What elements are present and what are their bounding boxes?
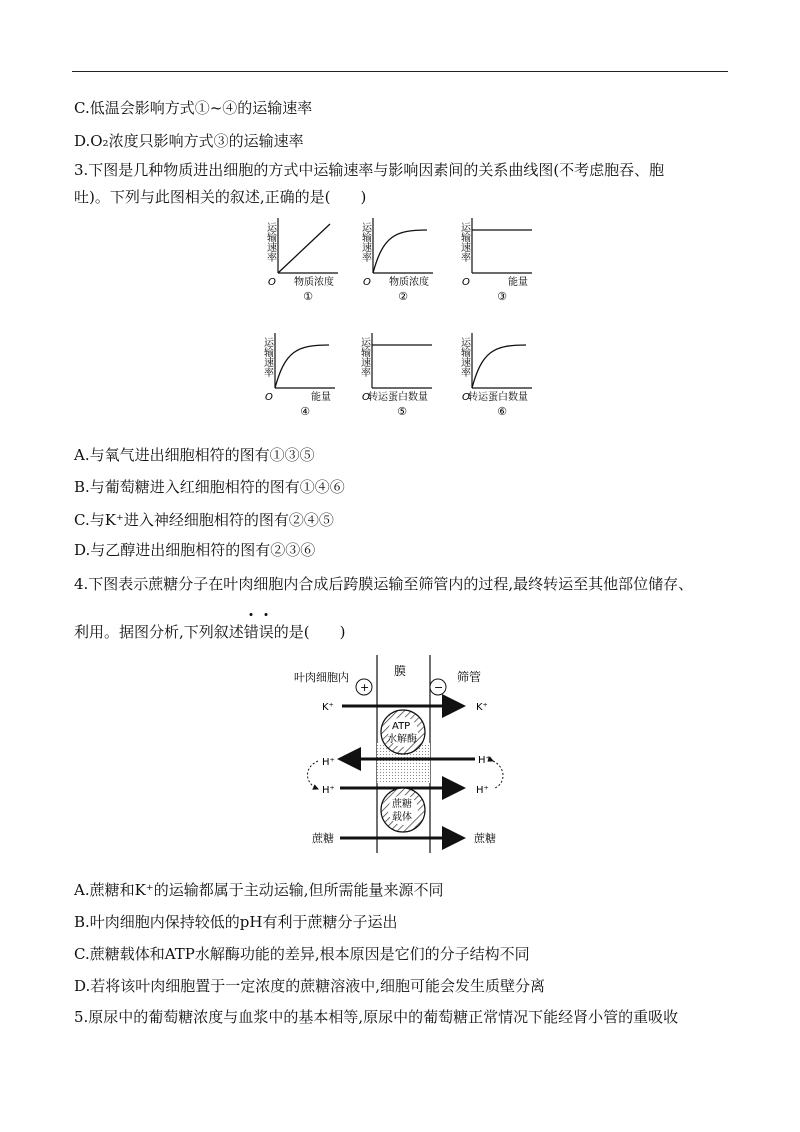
svg-text:−: − — [434, 681, 444, 694]
membrane-label: 膜 — [394, 664, 407, 678]
origin-label: O — [462, 277, 470, 288]
curved-arrow-left — [308, 761, 319, 789]
option-d-prev: D.O₂浓度只影响方式③的运输速率 — [74, 132, 304, 150]
q4-stem-line2: 利用。据图分析,下列叙述 错误的是( ) — [74, 622, 346, 642]
graph-number: ① — [303, 290, 313, 303]
emphasis-error: 错误 — [244, 622, 274, 642]
y-axis-label: 运输速率 — [358, 337, 370, 377]
svg-text:载体: 载体 — [392, 812, 412, 823]
x-axis-label: 转运蛋白数量 — [468, 392, 528, 403]
origin-label: O — [265, 392, 273, 403]
y-axis-label: 运输速率 — [264, 222, 276, 262]
option-c-prev: C.低温会影响方式①~④的运输速率 — [74, 99, 313, 117]
svg-text:水解酶: 水解酶 — [387, 734, 417, 745]
k-ion-right: K⁺ — [476, 702, 488, 713]
curve-saturating — [275, 345, 329, 388]
q3-option-a: A.与氧气进出细胞相符的图有①③⑤ — [74, 446, 315, 464]
q5-stem-line1: 5.原尿中的葡萄糖浓度与血浆中的基本相等,原尿中的葡萄糖正常情况下能经肾小管的重吸收 — [74, 1008, 679, 1026]
h-ion-right-top: H⁺ — [478, 755, 491, 766]
graph-4 — [262, 333, 336, 418]
q4-stem-line1: 4.下图表示蔗糖分子在叶肉细胞内合成后跨膜运输至筛管内的过程,最终转运至其他部位储存、 — [74, 575, 694, 593]
curve-saturating — [472, 345, 526, 388]
curve-linear — [278, 224, 330, 273]
x-axis-label: 物质浓度 — [294, 277, 334, 288]
q3-stem-line2: 吐)。下列与此图相关的叙述,正确的是( ) — [74, 188, 367, 206]
q4-option-c: C.蔗糖载体和ATP水解酶功能的差异,根本原因是它们的分子结构不同 — [74, 945, 530, 963]
origin-label: O — [268, 277, 276, 288]
y-axis-label: 运输速率 — [458, 222, 470, 262]
graph-6 — [459, 333, 533, 418]
x-axis-label: 转运蛋白数量 — [368, 392, 428, 403]
q4-option-a: A.蔗糖和K⁺的运输都属于主动运输,但所需能量来源不同 — [74, 881, 444, 899]
inside-label: 叶肉细胞内 — [294, 671, 349, 684]
svg-text:ATP: ATP — [392, 721, 411, 732]
sucrose-left: 蔗糖 — [312, 832, 334, 845]
graph-2 — [360, 218, 434, 303]
graph-3 — [459, 218, 533, 303]
y-axis-label: 运输速率 — [458, 337, 470, 377]
membrane-diagram — [290, 655, 520, 855]
q3-option-d: D.与乙醇进出细胞相符的图有②③⑥ — [74, 541, 316, 559]
sucrose-right: 蔗糖 — [474, 832, 496, 845]
origin-label: O — [462, 392, 470, 403]
x-axis-label: 物质浓度 — [389, 277, 429, 288]
outside-label: 筛管 — [457, 670, 482, 684]
graph-number: ⑤ — [397, 405, 407, 418]
x-axis-label: 能量 — [311, 392, 331, 403]
k-ion-left: K⁺ — [322, 702, 334, 713]
h-ion-right-bottom: H⁺ — [476, 785, 489, 796]
y-axis-label: 运输速率 — [261, 337, 273, 377]
curve-saturating — [373, 230, 427, 273]
q4-option-d: D.若将该叶肉细胞置于一定浓度的蔗糖溶液中,细胞可能会发生质壁分离 — [74, 977, 546, 995]
h-ion-left-bottom: H⁺ — [322, 785, 335, 796]
graph-number: ② — [398, 290, 408, 303]
h-ion-left-top: H⁺ — [322, 757, 335, 768]
origin-label: O — [363, 277, 371, 288]
q3-option-b: B.与葡萄糖进入红细胞相符的图有①④⑥ — [74, 478, 345, 496]
graph-1 — [265, 218, 339, 303]
q3-option-c: C.与K⁺进入神经细胞相符的图有②④⑤ — [74, 511, 334, 529]
graph-number: ④ — [300, 405, 310, 418]
q4-option-b: B.叶肉细胞内保持较低的pH有利于蔗糖分子运出 — [74, 913, 398, 931]
x-axis-label: 能量 — [508, 277, 528, 288]
q3-stem-line1: 3.下图是几种物质进出细胞的方式中运输速率与影响因素间的关系曲线图(不考虑胞吞、胞 — [74, 161, 665, 179]
q3-graph-figure — [0, 0, 800, 440]
svg-text:蔗糖: 蔗糖 — [392, 799, 412, 810]
y-axis-label: 运输速率 — [359, 222, 371, 262]
graph-5 — [359, 333, 433, 418]
svg-text:+: + — [360, 681, 370, 694]
origin-label: O — [362, 392, 370, 403]
curved-arrow-right — [493, 761, 503, 788]
graph-number: ⑥ — [497, 405, 507, 418]
graph-number: ③ — [497, 290, 507, 303]
